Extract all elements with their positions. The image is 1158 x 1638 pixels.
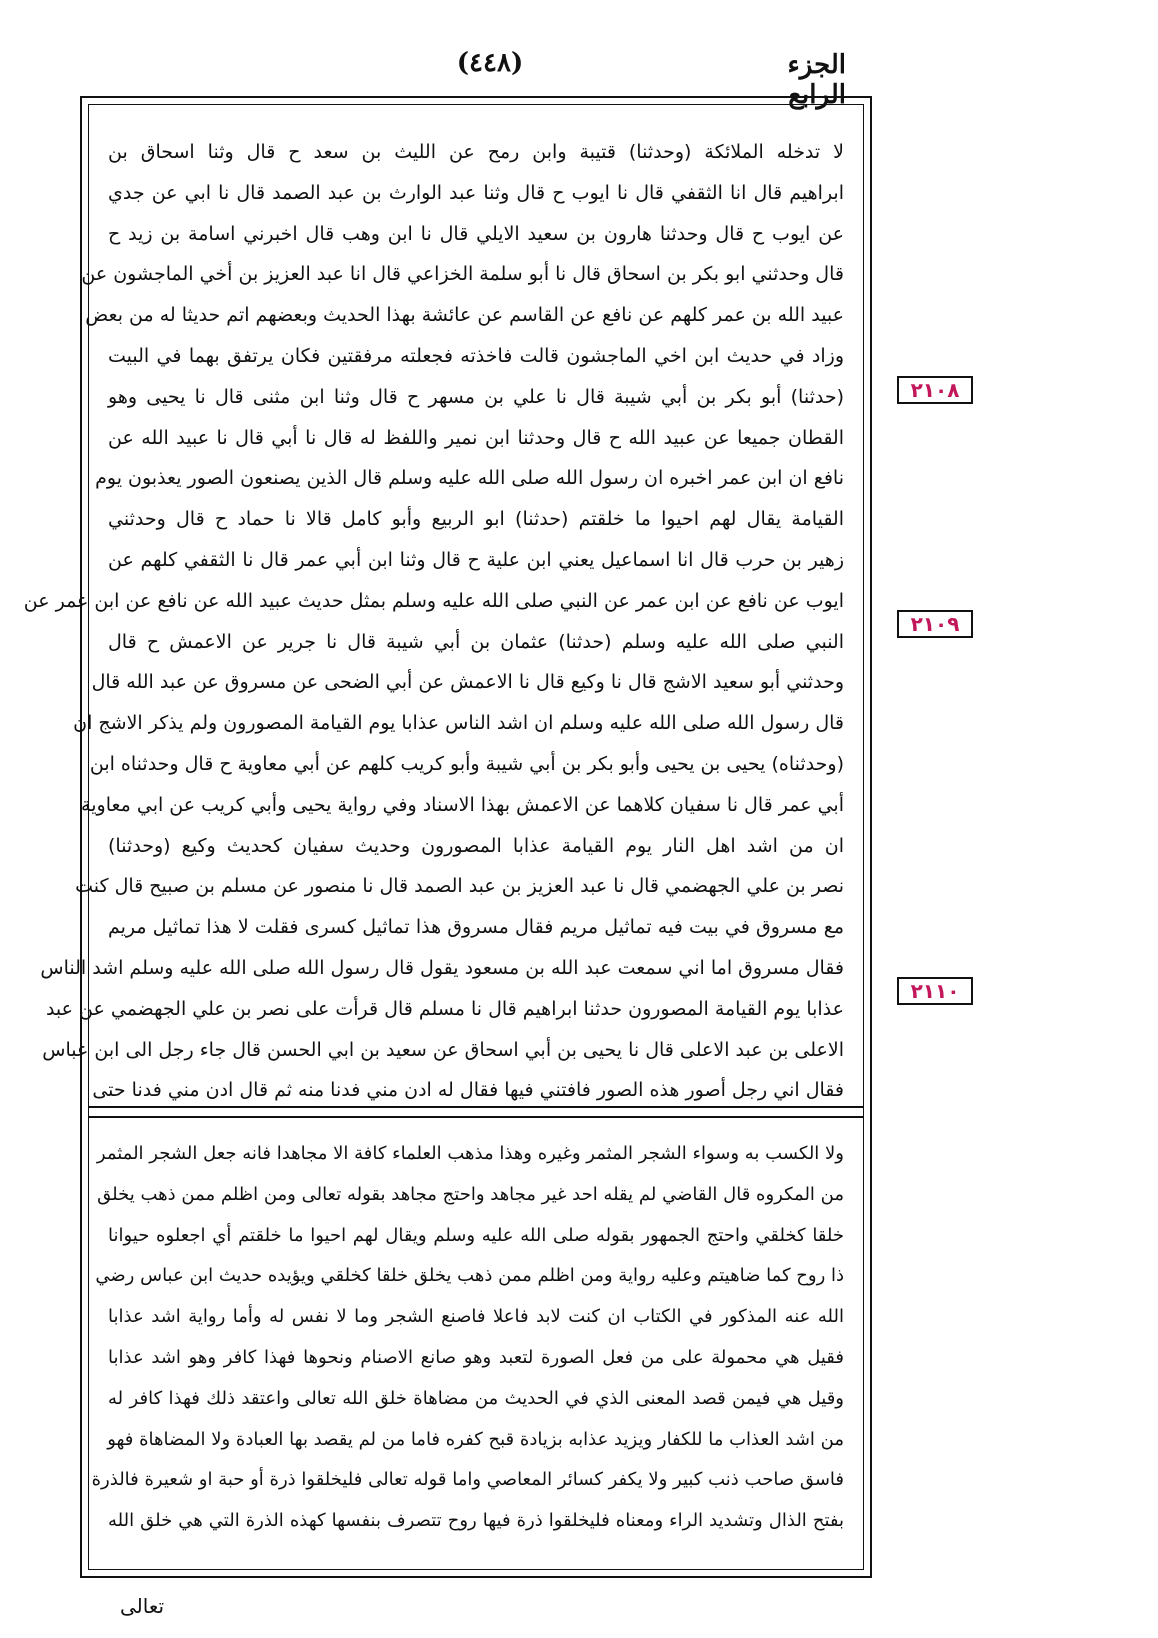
hadith-number-badge: ٢١١٠: [897, 977, 973, 1005]
text-line: فقال اني رجل أصور هذه الصور فافتني فيها فقال له ادن مني فدنا منه ثم قال ادن مني فدنا حتى: [92, 1079, 844, 1102]
text-line: نصر بن علي الجهضمي قال نا عبد العزيز بن عبد الصمد قال نا منصور عن مسلم بن صبيح قال كنت: [75, 875, 844, 898]
section-divider-bottom: [88, 1116, 864, 1118]
text-line: فقال مسروق اما اني سمعت عبد الله بن مسعود يقول قال رسول الله صلى الله عليه وسلم اشد الناس: [40, 956, 844, 979]
commentary-line: وقيل هي فيمن قصد المعنى الذي في الحديث من مضاهاة خلق الله تعالى واعتقد ذلك فهذا كافر له: [108, 1387, 844, 1409]
text-line: (حدثنا) أبو بكر بن أبي شيبة قال نا علي بن مسهر ح قال وثنا ابن مثنى قال نا يحيى وهو: [108, 385, 844, 408]
text-line: نافع ان ابن عمر اخبره ان رسول الله صلى الله عليه وسلم قال الذين يصنعون الصور يعذبون يوم: [95, 467, 844, 490]
text-line: عبيد الله بن عمر كلهم عن نافع عن القاسم عن عائشة بهذا الحديث وبعضهم اتم حديثا له من بعض: [85, 304, 844, 327]
text-line: الاعلى بن عبد الاعلى قال نا يحيى بن أبي اسحاق عن سعيد بن ابي الحسن قال جاء رجل الى ابن عباس: [42, 1038, 844, 1061]
commentary-line: ذا روح كما ضاهيتم وعليه رواية ومن اظلم ممن ذهب يخلق خلقا كخلقي ويؤيده حديث ابن عباس رضي: [95, 1265, 844, 1287]
commentary-line: فاسق صاحب ذنب كبير ولا يكفر كسائر المعاصي واما قوله تعالى فليخلقوا ذرة أو حبة او شعيرة فالذرة: [91, 1469, 844, 1491]
part-title: الجزء الرابع: [787, 50, 846, 110]
commentary-line: خلقا كخلقي واحتج الجمهور بقوله صلى الله عليه وسلم ويقال لهم احيوا ما خلقتم أي اجعلوه حيوانا: [108, 1224, 844, 1246]
text-line: وحدثني أبو سعيد الاشج قال نا وكيع قال نا الاعمش عن أبي الضحى عن مسروق عن عبد الله قال: [91, 671, 844, 694]
text-line: مع مسروق في بيت فيه تماثيل مريم فقال مسروق هذا تماثيل كسرى فقلت لا هذا تماثيل مريم: [108, 916, 844, 939]
commentary-line: بفتح الذال وتشديد الراء ومعناه فليخلقوا ذرة فيها روح تتصرف بنفسها كهذه الذرة التي هي خلق الله: [108, 1510, 844, 1532]
commentary-line: فقيل هي محمولة على من فعل الصورة لتعبد وهو صانع الاصنام ونحوها فهذا كافر وهو اشد عذابا: [108, 1346, 844, 1368]
commentary-line: من المكروه قال القاضي لم يقله احد غير مجاهد واحتج مجاهد بقوله تعالى ومن اظلم ممن ذهب يخلق: [97, 1183, 844, 1205]
text-line: عذابا يوم القيامة المصورون حدثنا ابراهيم قال نا مسلم قال قرأت على نصر بن علي الجهضمي عن عبد: [45, 997, 844, 1020]
commentary-block: [91, 1134, 844, 1542]
page-number: (٤٤٨): [456, 48, 524, 78]
commentary-line: الله عنه المذكور في الكتاب ان كنت لابد فاعلا فاصنع الشجر وما لا نفس له وأما رواية اشد عذابا: [108, 1306, 844, 1328]
text-line: زهير بن حرب قال انا اسماعيل يعني ابن علية ح قال وثنا ابن أبي عمر قال نا الثقفي كلهم عن: [108, 548, 844, 571]
hadith-number-badge: ٢١٠٩: [897, 610, 973, 638]
text-line: عن ايوب ح قال وحدثنا هارون بن سعيد الايلي قال نا ابن وهب قال اخبرني اسامة بن زيد ح: [108, 222, 844, 245]
text-line: ايوب عن نافع عن ابن عمر عن النبي صلى الله عليه وسلم بمثل حديث عبيد الله عن نافع عن ابن عمر عن: [23, 589, 844, 612]
text-line: وزاد في حديث ابن اخي الماجشون قالت فاخذته فجعلته مرفقتين فكان يرتفق بهما في البيت: [108, 344, 844, 367]
commentary-line: من اشد العذاب ما للكفار ويزيد عذابه بزيادة قبح كفره فاما من لم يقصد بها العبادة ولا المضاهاة فهو: [107, 1428, 844, 1450]
section-divider-top: [88, 1106, 864, 1108]
text-line: قال وحدثني ابو بكر بن اسحاق قال نا أبو سلمة الخزاعي قال انا عبد العزيز بن أخي الماجشون عن: [81, 263, 844, 286]
text-line: القيامة يقال لهم احيوا ما خلقتم (حدثنا) ابو الربيع وأبو كامل قالا نا حماد ح قال وحدثني: [108, 508, 844, 531]
text-line: (وحدثناه) يحيى بن يحيى وأبو بكر بن أبي شيبة وأبو كريب كلهم عن أبي معاوية ح قال وحدثناه ابن: [89, 752, 844, 775]
text-line: قال رسول الله صلى الله عليه وسلم ان اشد الناس عذابا يوم القيامة المصورون ولم يذكر الاشج ان: [73, 712, 844, 735]
catchword: تعالى: [120, 1594, 165, 1618]
text-line: ابراهيم قال انا الثقفي قال نا ايوب ح قال وثنا عبد الوارث بن عبد الصمد قال نا ابي عن جدي: [108, 181, 844, 204]
text-line: لا تدخله الملائكة (وحدثنا) قتيبة وابن رمح عن الليث بن سعد ح قال وثنا اسحاق بن: [108, 141, 844, 163]
hadith-number-badge: ٢١٠٨: [897, 376, 973, 404]
text-line: ان من اشد اهل النار يوم القيامة عذابا المصورون وحديث سفيان كحديث وكيع (وحدثنا): [108, 834, 844, 857]
text-line: النبي صلى الله عليه وسلم (حدثنا) عثمان بن أبي شيبة قال نا جرير عن الاعمش ح قال: [108, 630, 844, 653]
commentary-line: ولا الكسب به وسواء الشجر المثمر وغيره وهذا مذهب العلماء كافة الا مجاهدا فانه جعل الشجر المثمر: [96, 1143, 844, 1164]
text-line: القطان جميعا عن عبيد الله ح قال وحدثنا ابن نمير واللفظ له قال نا أبي قال نا عبيد الله عن: [108, 426, 844, 449]
text-line: أبي عمر قال نا سفيان كلاهما عن الاعمش بهذا الاسناد وفي رواية يحيى وأبي كريب عن ابي معاوية: [81, 793, 844, 816]
main-text-block: [23, 132, 844, 1111]
